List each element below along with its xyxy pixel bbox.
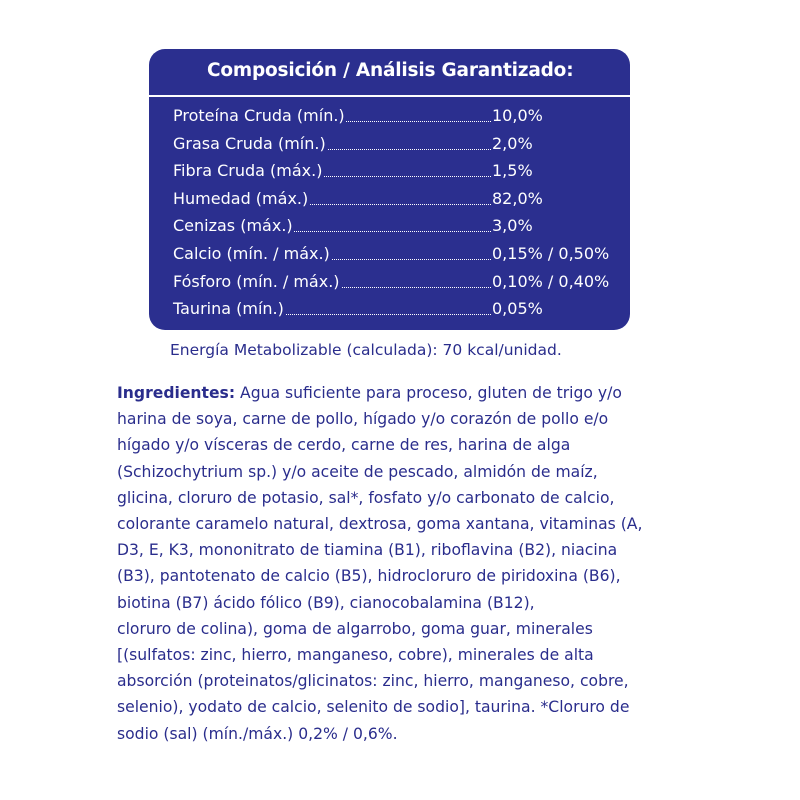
analysis-row: [173, 185, 618, 213]
analysis-label: Proteína Cruda (mín.): [173, 102, 346, 130]
analysis-label: Grasa Cruda (mín.): [173, 130, 327, 158]
analysis-row: [173, 130, 618, 158]
analysis-row: [173, 102, 618, 130]
analysis-value: 82,0%: [491, 185, 543, 213]
analysis-value: 10,0%: [491, 102, 543, 130]
energy-statement: Energía Metabolizable (calculada): 70 kcal/unidad.: [170, 341, 562, 359]
analysis-label: Fósforo (mín. / máx.): [173, 268, 341, 296]
analysis-label: Calcio (mín. / máx.): [173, 240, 331, 268]
ingredients-line: cloruro de colina), goma de algarrobo, goma guar, minerales: [117, 619, 593, 638]
ingredients-block: [117, 380, 707, 747]
ingredients-line: hígado y/o vísceras de cerdo, carne de res, harina de alga: [117, 436, 571, 455]
ingredients-line: absorción (proteinatos/glicinatos: zinc, hierro, manganeso, cobre,: [117, 672, 629, 691]
panel-divider: [149, 95, 630, 97]
analysis-label: Cenizas (máx.): [173, 212, 294, 240]
analysis-label: Taurina (mín.): [173, 295, 285, 323]
ingredients-line: selenio), yodato de calcio, selenito de sodio], taurina. *Cloruro de: [117, 698, 630, 717]
analysis-value: 0,05%: [491, 295, 543, 323]
analysis-value: 3,0%: [491, 212, 533, 240]
ingredients-line: [(sulfatos: zinc, hierro, manganeso, cobre), minerales de alta: [117, 646, 594, 665]
analysis-row: [173, 240, 618, 268]
ingredients-line: harina de soya, carne de pollo, hígado y/o corazón de pollo e/o: [117, 410, 609, 429]
analysis-rows: [173, 102, 618, 323]
analysis-value: 2,0%: [491, 130, 533, 158]
ingredients-heading: Ingredientes:: [117, 384, 236, 402]
analysis-row: [173, 295, 618, 323]
ingredients-line: D3, E, K3, mononitrato de tiamina (B1), riboflavina (B2), niacina: [117, 541, 618, 560]
panel-title: Composición / Análisis Garantizado:: [207, 60, 574, 81]
analysis-value: 1,5%: [491, 157, 533, 185]
analysis-label: Fibra Cruda (máx.): [173, 157, 323, 185]
guaranteed-analysis-panel: [149, 49, 630, 330]
ingredients-line: sodio (sal) (mín./máx.) 0,2% / 0,6%.: [117, 724, 398, 743]
analysis-row: [173, 212, 618, 240]
ingredients-line: colorante caramelo natural, dextrosa, goma xantana, vitaminas (A,: [117, 515, 643, 534]
ingredients-line: glicina, cloruro de potasio, sal*, fosfato y/o carbonato de calcio,: [117, 488, 615, 507]
analysis-row: [173, 268, 618, 296]
ingredients-line: (B3), pantotenato de calcio (B5), hidrocloruro de piridoxina (B6),: [117, 567, 621, 586]
ingredients-line: (Schizochytrium sp.) y/o aceite de pescado, almidón de maíz,: [117, 462, 598, 481]
analysis-row: [173, 157, 618, 185]
analysis-value: 0,10% / 0,40%: [491, 268, 609, 296]
ingredients-line: biotina (B7) ácido fólico (B9), cianocobalamina (B12),: [117, 593, 535, 612]
analysis-label: Humedad (máx.): [173, 185, 309, 213]
analysis-value: 0,15% / 0,50%: [491, 240, 609, 268]
ingredients-line: [117, 380, 707, 406]
ingredients-text: Agua suficiente para proceso, gluten de trigo y/o: [235, 384, 622, 402]
